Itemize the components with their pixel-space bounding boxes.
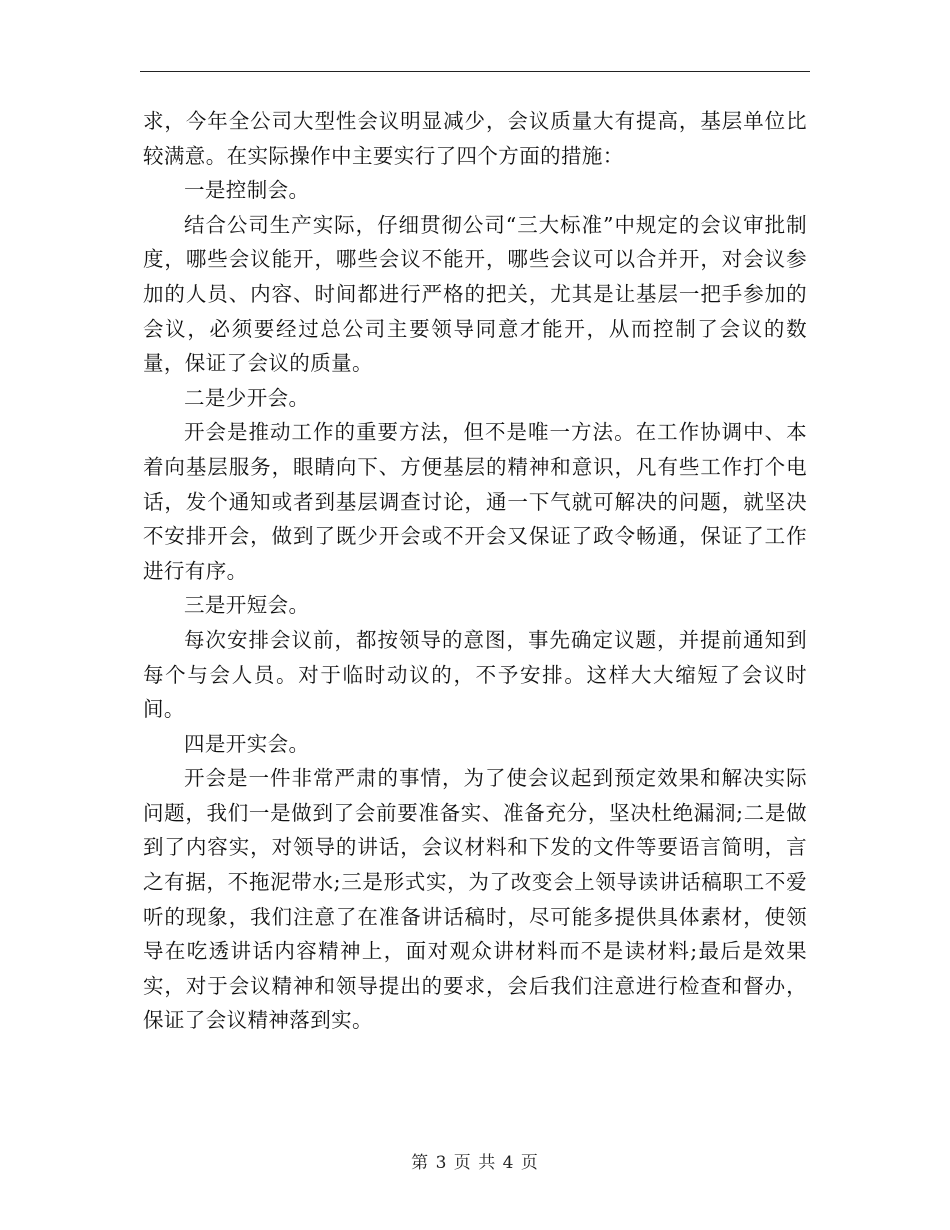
header-rule [140, 71, 810, 72]
paragraph-fewer-meetings: 开会是推动工作的重要方法，但不是唯一方法。在工作协调中、本着向基层服务，眼睛向下、方便基层的精神和意识，凡有些工作打个电话，发个通知或者到基层调查讨论，通一下气就可解决的问题，就坚决不安排开会，做到了既少开会或不开会又保证了政令畅通，保证了工作进行有序。 [143, 420, 807, 583]
footer-total-pages: 4 [502, 1153, 515, 1173]
footer-prefix: 第 [411, 1153, 430, 1173]
footer-current-page: 3 [435, 1153, 448, 1173]
paragraph-short-meetings: 每次安排会议前，都按领导的意图，事先确定议题，并提前通知到每个与会人员。对于临时动议的，不予安排。这样大大缩短了会议时间。 [143, 627, 807, 722]
heading-control-meetings: 一是控制会。 [184, 178, 310, 203]
heading-fewer-meetings: 二是少开会。 [184, 385, 310, 410]
page-footer [0, 1151, 950, 1175]
paragraph-practical-meetings: 开会是一件非常严肃的事情，为了使会议起到预定效果和解决实际问题，我们一是做到了会前要准备实、准备充分，坚决杜绝漏洞;二是做到了内容实，对领导的讲话，会议材料和下发的文件等要语言简明，言之有据，不拖泥带水;三是形式实，为了改变会上领导读讲话稿职工不爱听的现象，我们注意了在准备讲话稿时，尽可能多提供具体素材，使领导在吃透讲话内容精神上，面对观众讲材料而不是读材料;最后是效果实，对于会议精神和领导提出的要求，会后我们注意进行检查和督办，保证了会议精神落到实。 [143, 766, 807, 1033]
footer-suffix: 页 [520, 1153, 539, 1173]
paragraph-control-meetings: 结合公司生产实际，仔细贯彻公司“三大标准”中规定的会议审批制度，哪些会议能开，哪些会议不能开，哪些会议可以合并开，对会议参加的人员、内容、时间都进行严格的把关，尤其是让基层一把手参加的会议，必须要经过总公司主要领导同意才能开，从而控制了会议的数量，保证了会议的质量。 [143, 212, 807, 376]
footer-middle: 页 共 [453, 1153, 497, 1173]
heading-short-meetings: 三是开短会。 [184, 593, 310, 618]
document-body [143, 104, 807, 1038]
heading-practical-meetings: 四是开实会。 [184, 731, 310, 756]
paragraph-continuation: 求，今年全公司大型性会议明显减少，会议质量大有提高，基层单位比较满意。在实际操作中主要实行了四个方面的措施： [143, 109, 807, 168]
